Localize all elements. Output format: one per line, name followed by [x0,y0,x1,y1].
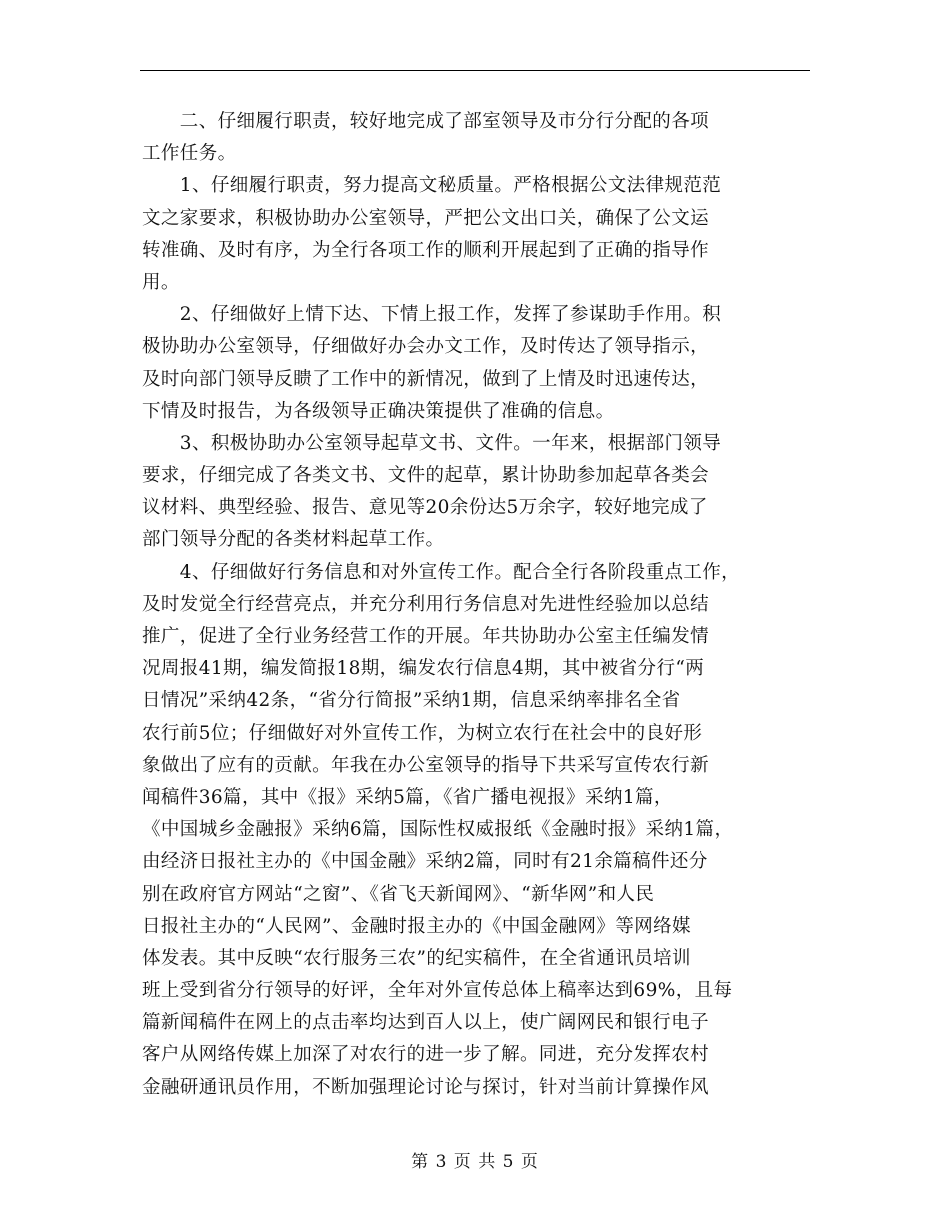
text-line: 推广，促进了全行业务经营工作的开展。年共协助办公室主任编发情 [142,626,710,647]
text-line: 3、积极协助办公室领导起草文书、文件。一年来，根据部门领导 [142,432,722,454]
text-line: 日情况”采纳42条，“省分行简报”采纳1期，信息采纳率排名全省 [142,690,681,712]
text-line: 体发表。其中反映“农行服务三农”的纪实稿件，在全省通讯员培训 [142,947,691,969]
text-line: 况周报41期，编发简报18期，编发农行信息4期，其中被省分行“两 [142,658,705,680]
text-line: 要求，仔细完成了各类文书、文件的起草，累计协助参加起草各类会 [142,465,710,487]
text-line: 班上受到省分行领导的好评，全年对外宣传总体上稿率达到69%，且每 [142,980,733,1002]
text-line: 转准确、及时有序，为全行各项工作的顺利开展起到了正确的指导作 [142,239,710,261]
text-line: 闻稿件36篇，其中《报》采纳5篇，《省广播电视报》采纳1篇， [142,786,673,808]
text-line: 文之家要求，积极协助办公室领导，严把公文出口关，确保了公文运 [142,207,710,229]
text-line: 工作任务。 [142,143,237,165]
text-line: 象做出了应有的贡献。年我在办公室领导的指导下共采写宣传农行新 [142,754,710,776]
text-line: 农行前5位；仔细做好对外宣传工作，为树立农行在社会中的良好形 [142,722,703,744]
text-line: 金融研通讯员作用，不断加强理论讨论与探讨，针对当前计算操作风 [142,1076,710,1098]
text-line: 2、仔细做好上情下达、下情上报工作，发挥了参谋助手作用。积 [142,304,722,326]
header-rule [140,70,810,71]
text-line: 部门领导分配的各类材料起草工作。 [142,529,445,551]
text-line: 1、仔细履行职责，努力提高文秘质量。严格根据公文法律规范范 [142,175,722,197]
text-line: 二、仔细履行职责，较好地完成了部室领导及市分行分配的各项 [142,111,710,132]
text-line: 用。 [142,271,180,293]
text-line: 议材料、典型经验、报告、意见等20余份达5万余字，较好地完成了 [142,497,708,519]
page-footer: 第 3 页 共 5 页 [411,1152,539,1172]
text-line: 《中国城乡金融报》采纳6篇，国际性权威报纸《金融时报》采纳1篇， [142,819,734,841]
text-line: 篇新闻稿件在网上的点击率均达到百人以上，使广阔网民和银行电子 [142,1012,710,1034]
text-line: 客户从网络传媒上加深了对农行的进一步了解。同进，充分发挥农村 [142,1044,710,1066]
text-line: 由经济日报社主办的《中国金融》采纳2篇，同时有21余篇稿件还分 [142,851,708,873]
text-line: 极协助办公室领导，仔细做好办会办文工作，及时传达了领导指示， [142,336,710,358]
text-line: 4、仔细做好行务信息和对外宣传工作。配合全行各阶段重点工作， [142,561,741,583]
text-line: 下情及时报告，为各级领导正确决策提供了准确的信息。 [142,400,615,422]
text-line: 及时发觉全行经营亮点，并充分利用行务信息对先进性经验加以总结 [142,593,710,615]
document-body [142,106,822,1104]
text-line: 日报社主办的“人民网”、金融时报主办的《中国金融网》等网络媒 [142,915,691,937]
text-line: 别在政府官方网站“之窗”、《省飞天新闻网》、“新华网”和人民 [142,883,655,905]
text-line: 及时向部门领导反瞆了工作中的新情况，做到了上情及时迅速传达， [142,368,710,390]
